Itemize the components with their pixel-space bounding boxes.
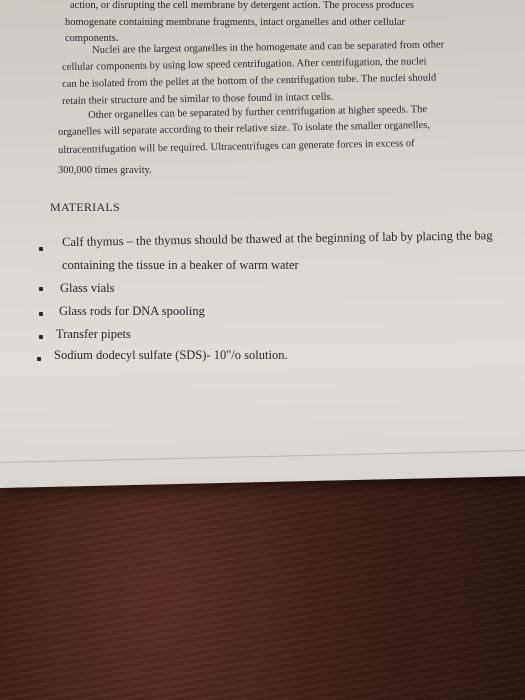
- text-line: Nuclei are the largest organelles in the homogenate and can be separated from other: [92, 39, 445, 56]
- list-item: Glass vials: [60, 281, 115, 295]
- list-item: Transfer pipets: [56, 327, 131, 341]
- text-line: components.: [65, 33, 119, 44]
- text-line: retain their structure and be similar to those found in intact cells.: [62, 91, 334, 107]
- text-line: 300,000 times gravity.: [58, 165, 152, 176]
- list-bullet: [39, 312, 43, 316]
- text-line: ultracentrifugation will be required. Ultracentrifuges can generate forces in excess of: [58, 138, 415, 156]
- list-item: Sodium dodecyl sulfate (SDS)- 10"/o solution.: [54, 348, 288, 362]
- list-item: Glass rods for DNA spooling: [59, 304, 205, 318]
- wood-grain: [0, 470, 525, 700]
- list-bullet: [39, 247, 43, 251]
- text-line: action, or disrupting the cell membrane by detergent action. The process produces: [70, 0, 414, 11]
- text-line: Other organelles can be separated by further centrifugation at higher speeds. The: [88, 104, 428, 121]
- list-item: Calf thymus – the thymus should be thawed at the beginning of lab by placing the bag: [62, 228, 493, 249]
- list-bullet: [37, 357, 41, 361]
- list-bullet: [39, 287, 43, 291]
- list-item-continuation: containing the tissue in a beaker of warm water: [62, 258, 299, 272]
- text-line: can be isolated from the pellet at the bottom of the centrifugation tube. The nuclei should: [62, 72, 437, 90]
- text-line: cellular components by using low speed centrifugation. After centrifugation, the nuclei: [62, 56, 427, 73]
- materials-heading: MATERIALS: [50, 200, 121, 214]
- list-bullet: [39, 335, 43, 339]
- text-line: homogenate containing membrane fragments, intact organelles and other cellular: [65, 17, 406, 28]
- text-line: organelles will separate according to their relative size. To isolate the smaller organelles,: [58, 119, 431, 138]
